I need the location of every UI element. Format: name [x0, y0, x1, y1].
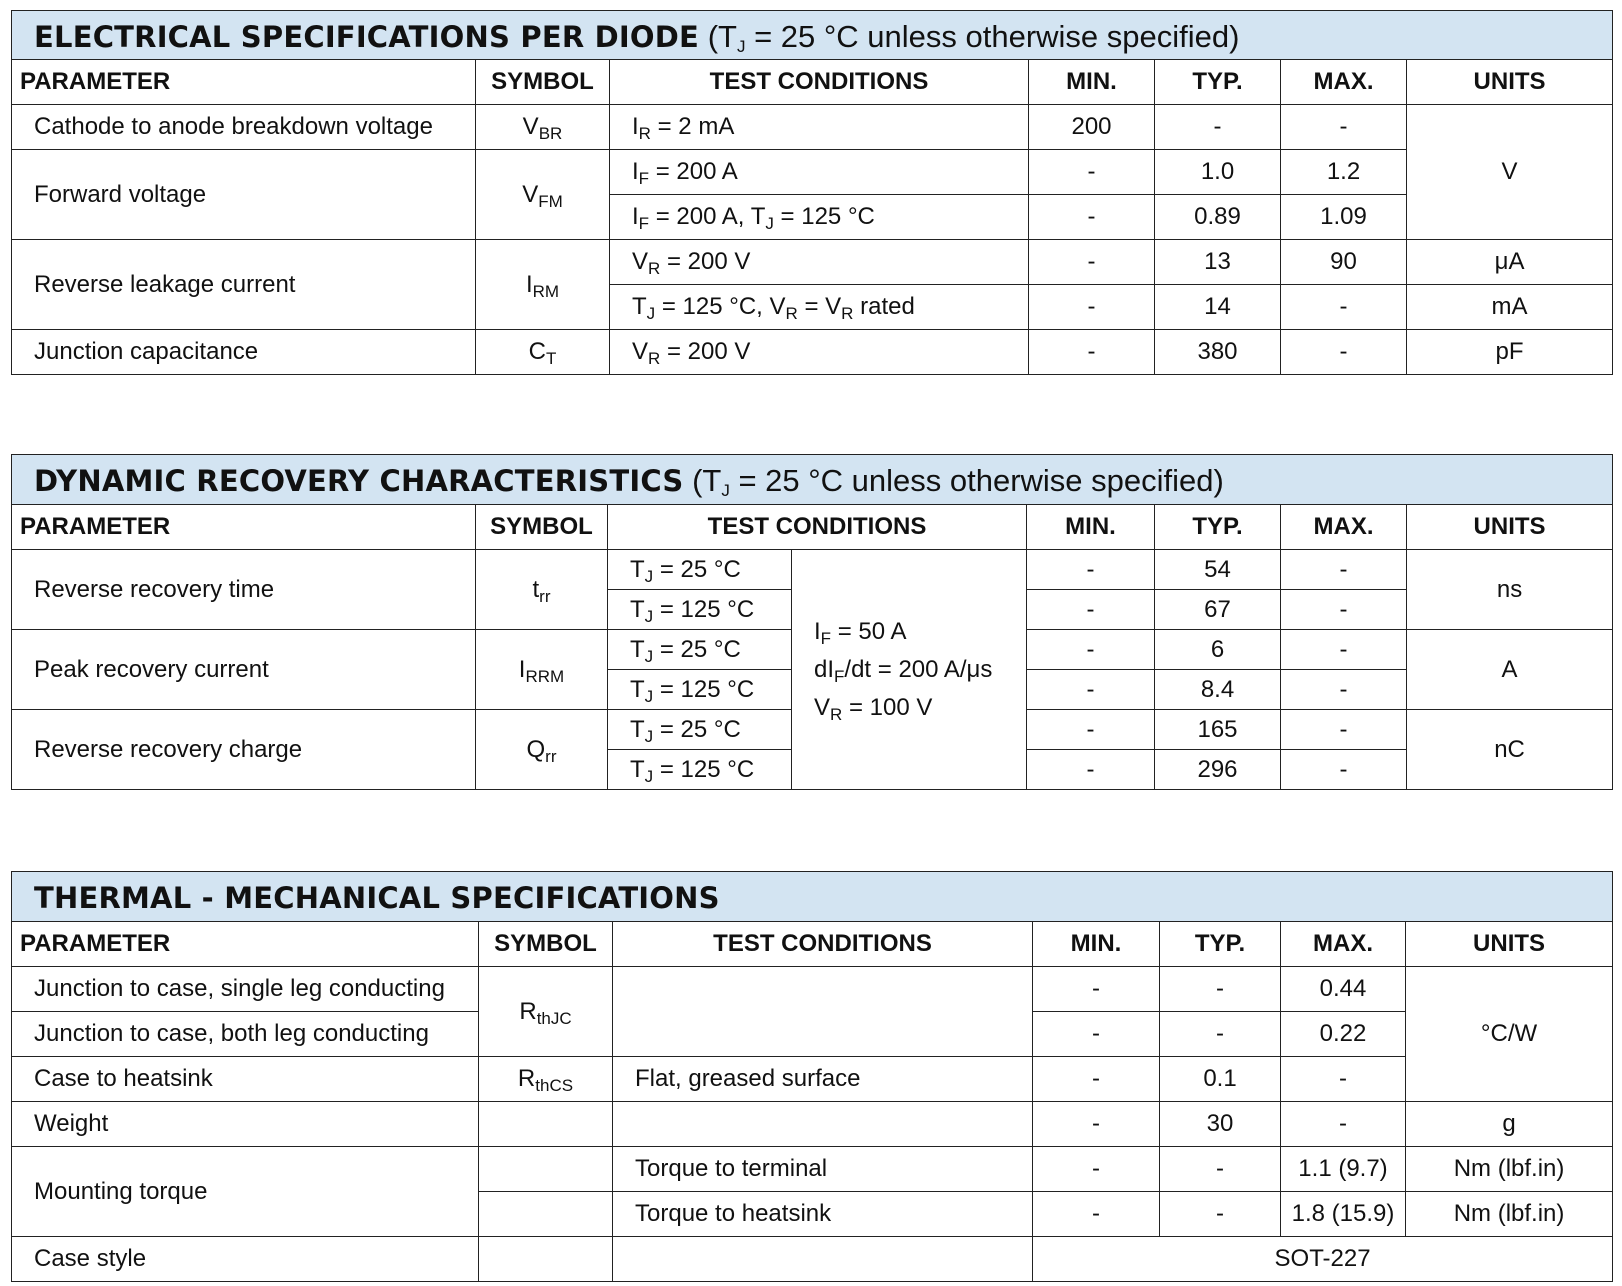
typ-cell: 380: [1155, 330, 1281, 375]
unit-cell: g: [1406, 1102, 1613, 1147]
min-cell: -: [1027, 590, 1155, 630]
table-header-row: [12, 922, 1613, 967]
min-cell: 200: [1029, 105, 1155, 150]
table-header-row: [12, 60, 1613, 105]
header-max: MAX.: [1281, 60, 1407, 105]
unit-cell: V: [1407, 105, 1613, 240]
max-cell: 0.22: [1281, 1012, 1406, 1057]
symbol-cell: $Q_{rr}$: [476, 710, 608, 790]
typ-cell: 296: [1155, 750, 1281, 790]
header-test-conditions: TEST CONDITIONS: [608, 505, 1027, 550]
min-cell: -: [1029, 240, 1155, 285]
parameter-cell: Junction capacitance: [12, 330, 476, 375]
typ-cell: 0.1: [1160, 1057, 1281, 1102]
unit-cell: °C/W: [1406, 967, 1613, 1102]
typ-cell: -: [1160, 967, 1281, 1012]
temperature-cell: $T_J = 25$ °C: [608, 630, 792, 670]
electrical-specifications-table: [11, 10, 1613, 375]
condition-cell: Flat, greased surface: [613, 1057, 1033, 1102]
parameter-cell: Case style: [12, 1237, 479, 1282]
typ-cell: -: [1160, 1012, 1281, 1057]
max-cell: -: [1281, 330, 1407, 375]
parameter-cell: Cathode to anode breakdown voltage: [12, 105, 476, 150]
electrical-table-title: ELECTRICAL SPECIFICATIONS PER DIODE ($T_J = 25$ °C unless otherwise specified): [12, 11, 1613, 60]
condition-cell: $I_F = 200$ A, $T_J = 125$ °C: [610, 195, 1029, 240]
dynamic-table-title: DYNAMIC RECOVERY CHARACTERISTICS ($T_J = 25$ °C unless otherwise specified): [12, 455, 1613, 505]
parameter-cell: Weight: [12, 1102, 479, 1147]
typ-cell: 8.4: [1155, 670, 1281, 710]
header-parameter: PARAMETER: [12, 505, 476, 550]
table-row: [12, 150, 1613, 195]
min-cell: -: [1029, 285, 1155, 330]
typ-cell: 30: [1160, 1102, 1281, 1147]
header-units: UNITS: [1406, 922, 1613, 967]
unit-cell: Nm (lbf.in): [1406, 1147, 1613, 1192]
header-max: MAX.: [1281, 922, 1406, 967]
typ-cell: 0.89: [1155, 195, 1281, 240]
symbol-cell: $R_{thJC}$: [479, 967, 613, 1057]
parameter-cell: Peak recovery current: [12, 630, 476, 710]
max-cell: -: [1281, 1057, 1406, 1102]
min-cell: -: [1033, 1147, 1160, 1192]
temperature-cell: $T_J = 125$ °C: [608, 670, 792, 710]
typ-cell: 1.0: [1155, 150, 1281, 195]
max-cell: -: [1281, 750, 1407, 790]
parameter-cell: Reverse recovery time: [12, 550, 476, 630]
header-max: MAX.: [1281, 505, 1407, 550]
symbol-cell: $I_{RM}$: [476, 240, 610, 330]
header-typ: TYP.: [1155, 60, 1281, 105]
unit-cell: A: [1407, 630, 1613, 710]
max-cell: -: [1281, 630, 1407, 670]
case-style-value: SOT-227: [1033, 1237, 1613, 1282]
symbol-cell: $I_{RRM}$: [476, 630, 608, 710]
table-row: [12, 240, 1613, 285]
typ-cell: 165: [1155, 710, 1281, 750]
min-cell: -: [1029, 330, 1155, 375]
min-cell: -: [1033, 1012, 1160, 1057]
max-cell: 90: [1281, 240, 1407, 285]
unit-cell: nC: [1407, 710, 1613, 790]
max-cell: 1.1 (9.7): [1281, 1147, 1406, 1192]
min-cell: -: [1029, 150, 1155, 195]
max-cell: -: [1281, 285, 1407, 330]
typ-cell: 14: [1155, 285, 1281, 330]
table-row: [12, 1147, 1613, 1192]
header-min: MIN.: [1033, 922, 1160, 967]
header-test-conditions: TEST CONDITIONS: [613, 922, 1033, 967]
condition-cell: [613, 967, 1033, 1057]
symbol-cell: [479, 1192, 613, 1237]
dynamic-recovery-table: [11, 454, 1613, 790]
unit-cell: mA: [1407, 285, 1613, 330]
temperature-cell: $T_J = 25$ °C: [608, 550, 792, 590]
symbol-cell: [479, 1147, 613, 1192]
table-row: [12, 1237, 1613, 1282]
min-cell: -: [1027, 630, 1155, 670]
symbol-cell: [479, 1102, 613, 1147]
condition-cell: Torque to heatsink: [613, 1192, 1033, 1237]
condition-cell: $I_R = 2$ mA: [610, 105, 1029, 150]
min-cell: -: [1033, 967, 1160, 1012]
parameter-cell: Junction to case, both leg conducting: [12, 1012, 479, 1057]
max-cell: -: [1281, 710, 1407, 750]
condition-cell: [613, 1237, 1033, 1282]
parameter-cell: Mounting torque: [12, 1147, 479, 1237]
header-test-conditions: TEST CONDITIONS: [610, 60, 1029, 105]
condition-cell: $V_R = 200$ V: [610, 330, 1029, 375]
unit-cell: Nm (lbf.in): [1406, 1192, 1613, 1237]
typ-cell: -: [1160, 1192, 1281, 1237]
thermal-mechanical-table: [11, 871, 1613, 1282]
symbol-cell: [479, 1237, 613, 1282]
thermal-table-title: THERMAL - MECHANICAL SPECIFICATIONS: [12, 872, 1613, 922]
header-parameter: PARAMETER: [12, 922, 479, 967]
max-cell: -: [1281, 1102, 1406, 1147]
table-row: [12, 967, 1613, 1012]
typ-cell: 67: [1155, 590, 1281, 630]
max-cell: 1.8 (15.9): [1281, 1192, 1406, 1237]
unit-cell: pF: [1407, 330, 1613, 375]
min-cell: -: [1027, 670, 1155, 710]
symbol-cell: $C_T$: [476, 330, 610, 375]
max-cell: 0.44: [1281, 967, 1406, 1012]
min-cell: -: [1033, 1102, 1160, 1147]
condition-cell: $I_F = 200$ A: [610, 150, 1029, 195]
typ-cell: 54: [1155, 550, 1281, 590]
max-cell: -: [1281, 590, 1407, 630]
typ-cell: -: [1155, 105, 1281, 150]
parameter-cell: Junction to case, single leg conducting: [12, 967, 479, 1012]
header-min: MIN.: [1029, 60, 1155, 105]
condition-cell: [613, 1102, 1033, 1147]
parameter-cell: Forward voltage: [12, 150, 476, 240]
header-units: UNITS: [1407, 60, 1613, 105]
table-row: [12, 550, 1613, 590]
temperature-cell: $T_J = 125$ °C: [608, 590, 792, 630]
typ-cell: -: [1160, 1147, 1281, 1192]
min-cell: -: [1029, 195, 1155, 240]
min-cell: -: [1033, 1057, 1160, 1102]
table-row: [12, 1102, 1613, 1147]
table-row: [12, 330, 1613, 375]
symbol-cell: $V_{FM}$: [476, 150, 610, 240]
max-cell: 1.09: [1281, 195, 1407, 240]
condition-cell: $V_R = 200$ V: [610, 240, 1029, 285]
unit-cell: μA: [1407, 240, 1613, 285]
min-cell: -: [1033, 1192, 1160, 1237]
symbol-cell: $R_{thCS}$: [479, 1057, 613, 1102]
table-row: [12, 105, 1613, 150]
header-typ: TYP.: [1155, 505, 1281, 550]
header-units: UNITS: [1407, 505, 1613, 550]
condition-cell: Torque to terminal: [613, 1147, 1033, 1192]
header-min: MIN.: [1027, 505, 1155, 550]
header-typ: TYP.: [1160, 922, 1281, 967]
symbol-cell: $V_{BR}$: [476, 105, 610, 150]
min-cell: -: [1027, 710, 1155, 750]
symbol-cell: $t_{rr}$: [476, 550, 608, 630]
max-cell: 1.2: [1281, 150, 1407, 195]
max-cell: -: [1281, 670, 1407, 710]
table-row: [12, 1057, 1613, 1102]
max-cell: -: [1281, 105, 1407, 150]
parameter-cell: Reverse leakage current: [12, 240, 476, 330]
header-parameter: PARAMETER: [12, 60, 476, 105]
header-symbol: SYMBOL: [476, 505, 608, 550]
temperature-cell: $T_J = 25$ °C: [608, 710, 792, 750]
header-symbol: SYMBOL: [476, 60, 610, 105]
common-condition-cell: $I_F = 50$ A $dI_F/dt = 200$ A/μs $V_R = 100$ V: [792, 550, 1027, 790]
max-cell: -: [1281, 550, 1407, 590]
unit-cell: ns: [1407, 550, 1613, 630]
typ-cell: 13: [1155, 240, 1281, 285]
table-header-row: [12, 505, 1613, 550]
typ-cell: 6: [1155, 630, 1281, 670]
temperature-cell: $T_J = 125$ °C: [608, 750, 792, 790]
parameter-cell: Case to heatsink: [12, 1057, 479, 1102]
parameter-cell: Reverse recovery charge: [12, 710, 476, 790]
min-cell: -: [1027, 550, 1155, 590]
min-cell: -: [1027, 750, 1155, 790]
condition-cell: $T_J = 125$ °C, $V_R = V_R$ rated: [610, 285, 1029, 330]
header-symbol: SYMBOL: [479, 922, 613, 967]
